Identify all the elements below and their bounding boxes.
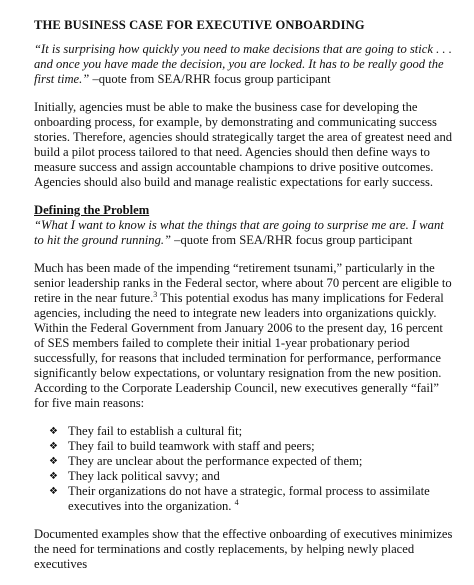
business-case-paragraph: Initially, agencies must be able to make the business case for developing the onboarding process, for example, by demonstrating and communicating success stories. Therefore, agencies should strategically target the area of greatest need and build a pilot process tailored to that need. Agencies should then define ways to measure success and assign accountable champions to drive positive outcomes. Agencies should also build and manage realistic expectations for early success. xyxy=(34,100,453,189)
list-item-text: They fail to establish a cultural fit; xyxy=(68,424,243,438)
onboarding-paragraph: Documented examples show that the effective onboarding of executives minimizes the need for terminations and costly replacements, by helping newly placed executives xyxy=(34,527,453,571)
opening-quote xyxy=(34,42,454,87)
diamond-bullet-icon: ❖ xyxy=(49,471,58,482)
document-page xyxy=(34,18,454,585)
footnote-ref-3[interactable]: 3 xyxy=(153,289,158,299)
diamond-bullet-icon: ❖ xyxy=(49,486,58,497)
retirement-paragraph-text-a: Much has been made of the impending “retirement tsunami,” particularly in the senior leadership ranks in the Federal sector, where about 70 percent are eligible to retire in the near future. xyxy=(34,261,452,305)
opening-quote-text: “It is surprising how quickly you need to make decisions that are going to stick . . . and once you have made the decision, you are locked. It has to be really good the first time.” xyxy=(34,42,452,86)
section-quote xyxy=(34,218,454,248)
list-item-text: Their organizations do not have a strategic, formal process to assimilate executives into the organization. xyxy=(68,484,430,513)
list-item xyxy=(49,484,454,514)
section-quote-text: “What I want to know is what the things that are going to surprise me are. I want to hit the ground running.” xyxy=(34,218,444,247)
failure-reasons-list xyxy=(34,424,454,514)
diamond-bullet-icon: ❖ xyxy=(49,426,58,437)
list-item-text: They lack political savvy; and xyxy=(68,469,220,483)
diamond-bullet-icon: ❖ xyxy=(49,456,58,467)
list-item-text: They are unclear about the performance expected of them; xyxy=(68,454,363,468)
retirement-paragraph-text-b: This potential exodus has many implications for Federal agencies, including the need to integrate new leaders into organizations quickly. Within the Federal Government from January 2006 to the present day, 16 percent of SES members failed to complete their initial 1-year probationary period successfully, for reasons that included termination for performance, performance significantly below expectations, or voluntary resignation from the new position. According to the Corporate Leadership Council, new executives generally “fail” for five main reasons: xyxy=(34,291,444,410)
footnote-ref-4[interactable]: 4 xyxy=(234,497,239,507)
document-title: THE BUSINESS CASE FOR EXECUTIVE ONBOARDING xyxy=(34,18,365,32)
list-item xyxy=(49,424,454,439)
diamond-bullet-icon: ❖ xyxy=(49,441,58,452)
section-heading: Defining the Problem xyxy=(34,203,150,217)
opening-quote-attribution: –quote from SEA/RHR focus group participant xyxy=(89,72,331,86)
retirement-paragraph xyxy=(34,261,454,411)
list-item-text: They fail to build teamwork with staff and peers; xyxy=(68,439,315,453)
list-item xyxy=(49,454,454,469)
list-item xyxy=(49,469,454,484)
list-item xyxy=(49,439,454,454)
section-quote-attribution: –quote from SEA/RHR focus group participant xyxy=(171,233,413,247)
